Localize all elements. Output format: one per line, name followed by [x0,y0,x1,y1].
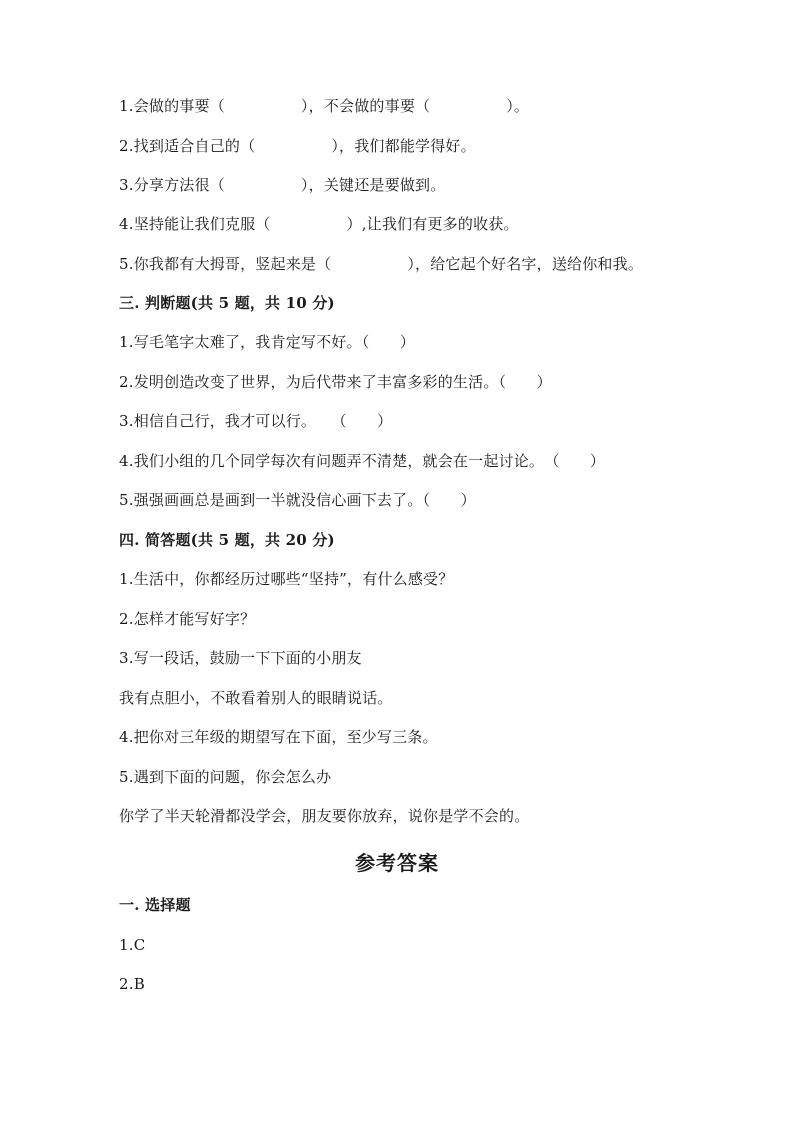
fill-blank-item-5: 5.你我都有大拇哥，竖起来是（ ），给它起个好名字，送给你和我。 [119,255,644,273]
true-false-item-2: 2.发明创造改变了世界，为后代带来了丰富多彩的生活。（ ） [119,373,552,391]
short-answer-item-5-prompt: 你学了半天轮滑都没学会，朋友要你放弃，说你是学不会的。 [119,807,530,825]
fill-blank-item-1: 1.会做的事要（ ），不会做的事要（ ）。 [119,97,530,115]
true-false-item-5: 5.强强画画总是画到一半就没信心画下去了。（ ） [119,491,476,509]
answer-item-1: 1.C [119,936,146,954]
true-false-item-4: 4.我们小组的几个同学每次有问题弄不清楚，就会在一起讨论。 （ ） [119,452,606,470]
answer-key-title: 参考答案 [355,851,439,875]
fill-blank-item-4: 4.坚持能让我们克服（ ）,让我们有更多的收获。 [119,215,519,233]
short-answer-item-2: 2.怎样才能写好字？ [119,610,256,628]
true-false-item-3: 3.相信自己行，我才可以行。 （ ） [119,412,393,430]
answer-section-title: 一. 选择题 [119,896,191,914]
section-title-short-answer: 四. 简答题(共 5 题，共 20 分) [119,531,335,549]
short-answer-item-3-prompt: 我有点胆小，不敢看着别人的眼睛说话。 [119,689,393,707]
short-answer-item-3: 3.写一段话，鼓励一下下面的小朋友 [119,649,362,667]
short-answer-item-5: 5.遇到下面的问题，你会怎么办 [119,768,332,786]
short-answer-item-1: 1.生活中，你都经历过哪些“坚持”，有什么感受？ [119,570,454,588]
section-title-true-false: 三. 判断题(共 5 题，共 10 分) [119,294,335,312]
fill-blank-item-2: 2.找到适合自己的（ ），我们都能学得好。 [119,137,476,155]
short-answer-item-4: 4.把你对三年级的期望写在下面，至少写三条。 [119,728,438,746]
fill-blank-item-3: 3.分享方法很（ ），关键还是要做到。 [119,176,446,194]
true-false-item-1: 1.写毛笔字太难了，我肯定写不好。（ ） [119,333,416,351]
answer-item-2: 2.B [119,975,145,993]
